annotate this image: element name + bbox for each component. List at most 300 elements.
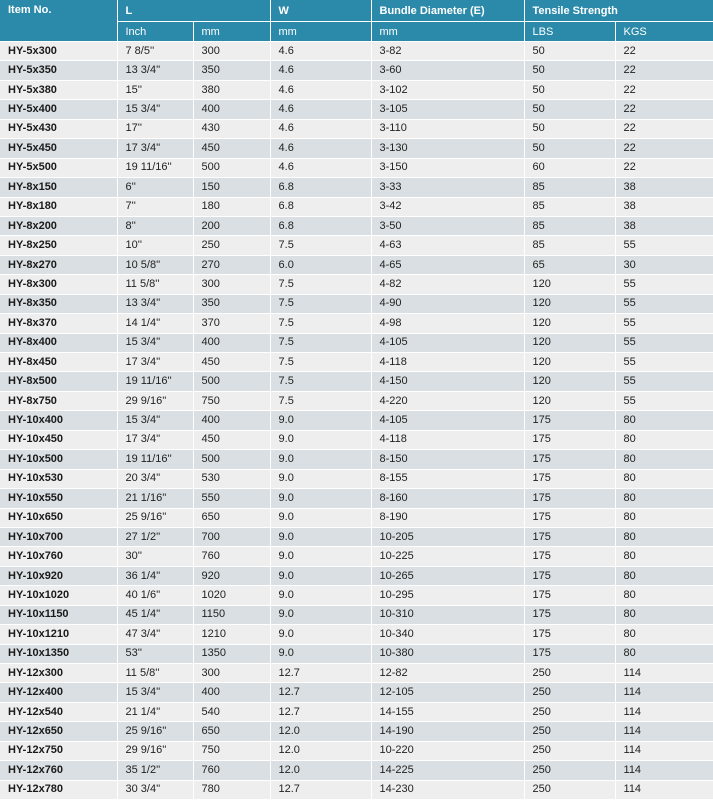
cell-length-mm: 300 — [193, 664, 270, 683]
cell-tensile-kgs: 80 — [615, 547, 713, 566]
cell-tensile-lbs: 175 — [524, 566, 615, 585]
cell-bundle-diameter: 4-98 — [371, 314, 524, 333]
cell-width-mm: 12.0 — [270, 741, 371, 760]
cell-length-inch: 17 3/4'' — [117, 139, 193, 158]
cell-length-inch: 40 1/6'' — [117, 586, 193, 605]
cell-item-no: HY-8x450 — [0, 353, 117, 372]
cell-width-mm: 4.6 — [270, 158, 371, 177]
table-row — [0, 411, 713, 430]
cell-tensile-lbs: 60 — [524, 158, 615, 177]
cell-item-no: HY-10x700 — [0, 527, 117, 546]
table-row — [0, 527, 713, 546]
table-row — [0, 702, 713, 721]
cell-length-inch: 11 5/8'' — [117, 664, 193, 683]
cell-item-no: HY-10x1150 — [0, 605, 117, 624]
cell-length-inch: 20 3/4'' — [117, 469, 193, 488]
cell-width-mm: 9.0 — [270, 469, 371, 488]
table-row — [0, 61, 713, 80]
cell-tensile-lbs: 50 — [524, 42, 615, 61]
cell-tensile-lbs: 250 — [524, 683, 615, 702]
cell-bundle-diameter: 3-82 — [371, 42, 524, 61]
cell-tensile-lbs: 250 — [524, 780, 615, 799]
cell-tensile-lbs: 250 — [524, 741, 615, 760]
cell-width-mm: 9.0 — [270, 644, 371, 663]
cell-tensile-kgs: 38 — [615, 197, 713, 216]
cell-tensile-lbs: 175 — [524, 605, 615, 624]
cell-width-mm: 9.0 — [270, 508, 371, 527]
cell-item-no: HY-5x500 — [0, 158, 117, 177]
cell-bundle-diameter: 3-42 — [371, 197, 524, 216]
table-row — [0, 353, 713, 372]
cell-tensile-kgs: 55 — [615, 372, 713, 391]
cell-length-mm: 450 — [193, 139, 270, 158]
cell-item-no: HY-5x400 — [0, 100, 117, 119]
cell-tensile-kgs: 22 — [615, 158, 713, 177]
cell-tensile-lbs: 175 — [524, 450, 615, 469]
cell-length-mm: 400 — [193, 683, 270, 702]
table-row — [0, 100, 713, 119]
cell-tensile-lbs: 175 — [524, 469, 615, 488]
cell-tensile-lbs: 175 — [524, 547, 615, 566]
cell-length-mm: 300 — [193, 275, 270, 294]
cell-item-no: HY-8x350 — [0, 294, 117, 313]
cell-tensile-lbs: 120 — [524, 314, 615, 333]
cell-item-no: HY-12x400 — [0, 683, 117, 702]
cell-length-mm: 650 — [193, 508, 270, 527]
cell-tensile-kgs: 30 — [615, 255, 713, 274]
cell-bundle-diameter: 4-105 — [371, 411, 524, 430]
header-row-main — [0, 0, 713, 22]
cell-tensile-kgs: 114 — [615, 761, 713, 780]
cell-width-mm: 9.0 — [270, 527, 371, 546]
cell-tensile-lbs: 120 — [524, 275, 615, 294]
cell-width-mm: 12.7 — [270, 683, 371, 702]
cell-tensile-lbs: 175 — [524, 489, 615, 508]
cell-length-inch: 25 9/16'' — [117, 508, 193, 527]
table-row — [0, 139, 713, 158]
cell-item-no: HY-8x750 — [0, 391, 117, 410]
cell-length-mm: 450 — [193, 430, 270, 449]
cell-bundle-diameter: 8-190 — [371, 508, 524, 527]
cell-length-mm: 530 — [193, 469, 270, 488]
cell-item-no: HY-10x1350 — [0, 644, 117, 663]
cell-length-inch: 29 9/16'' — [117, 741, 193, 760]
table-row — [0, 625, 713, 644]
cell-tensile-lbs: 250 — [524, 761, 615, 780]
table-row — [0, 664, 713, 683]
cell-length-inch: 17 3/4'' — [117, 353, 193, 372]
table-row — [0, 722, 713, 741]
cell-tensile-kgs: 55 — [615, 294, 713, 313]
cell-bundle-diameter: 14-225 — [371, 761, 524, 780]
cell-item-no: HY-8x270 — [0, 255, 117, 274]
cell-bundle-diameter: 10-205 — [371, 527, 524, 546]
cell-tensile-lbs: 175 — [524, 430, 615, 449]
cell-length-inch: 19 11/16'' — [117, 450, 193, 469]
table-header — [0, 0, 713, 42]
cell-length-mm: 750 — [193, 391, 270, 410]
table-row — [0, 158, 713, 177]
cell-length-inch: 15'' — [117, 80, 193, 99]
cell-bundle-diameter: 3-102 — [371, 80, 524, 99]
cell-width-mm: 12.0 — [270, 722, 371, 741]
cell-length-inch: 7 8/5'' — [117, 42, 193, 61]
cell-item-no: HY-10x400 — [0, 411, 117, 430]
cell-width-mm: 7.5 — [270, 236, 371, 255]
cell-length-inch: 15 3/4'' — [117, 100, 193, 119]
cell-length-mm: 1020 — [193, 586, 270, 605]
cell-tensile-kgs: 22 — [615, 100, 713, 119]
table-row — [0, 605, 713, 624]
cell-bundle-diameter: 4-63 — [371, 236, 524, 255]
cell-tensile-lbs: 120 — [524, 391, 615, 410]
cell-item-no: HY-8x200 — [0, 216, 117, 235]
table-row — [0, 255, 713, 274]
cell-width-mm: 4.6 — [270, 119, 371, 138]
cell-length-mm: 270 — [193, 255, 270, 274]
unit-length-inch: Inch — [117, 22, 193, 42]
cell-bundle-diameter: 14-155 — [371, 702, 524, 721]
table-row — [0, 372, 713, 391]
cell-tensile-kgs: 22 — [615, 42, 713, 61]
unit-tensile-kgs: KGS — [615, 22, 713, 42]
cell-tensile-kgs: 114 — [615, 780, 713, 799]
table-row — [0, 644, 713, 663]
table-row — [0, 469, 713, 488]
table-row — [0, 547, 713, 566]
cell-length-inch: 29 9/16'' — [117, 391, 193, 410]
cell-length-mm: 400 — [193, 333, 270, 352]
cell-length-inch: 11 5/8'' — [117, 275, 193, 294]
cell-width-mm: 7.5 — [270, 333, 371, 352]
table-row — [0, 450, 713, 469]
cell-tensile-kgs: 80 — [615, 644, 713, 663]
cell-width-mm: 9.0 — [270, 489, 371, 508]
cell-tensile-kgs: 22 — [615, 80, 713, 99]
cell-tensile-kgs: 114 — [615, 683, 713, 702]
cell-width-mm: 9.0 — [270, 586, 371, 605]
cell-item-no: HY-10x650 — [0, 508, 117, 527]
cell-length-mm: 450 — [193, 353, 270, 372]
header-length: L — [117, 0, 270, 22]
unit-length-mm: mm — [193, 22, 270, 42]
cell-tensile-kgs: 114 — [615, 664, 713, 683]
cell-item-no: HY-12x540 — [0, 702, 117, 721]
cell-bundle-diameter: 10-220 — [371, 741, 524, 760]
cell-length-mm: 250 — [193, 236, 270, 255]
cell-bundle-diameter: 10-225 — [371, 547, 524, 566]
cell-length-mm: 1210 — [193, 625, 270, 644]
table-body — [0, 42, 713, 800]
cell-width-mm: 4.6 — [270, 61, 371, 80]
cell-width-mm: 9.0 — [270, 411, 371, 430]
cell-length-inch: 30 3/4'' — [117, 780, 193, 799]
cell-item-no: HY-10x500 — [0, 450, 117, 469]
cell-width-mm: 6.0 — [270, 255, 371, 274]
table-row — [0, 294, 713, 313]
cell-tensile-lbs: 175 — [524, 527, 615, 546]
cell-length-mm: 500 — [193, 158, 270, 177]
table-row — [0, 42, 713, 61]
cell-width-mm: 12.0 — [270, 761, 371, 780]
header-width: W — [270, 0, 371, 22]
cell-bundle-diameter: 3-33 — [371, 178, 524, 197]
cell-length-inch: 47 3/4'' — [117, 625, 193, 644]
cell-width-mm: 12.7 — [270, 780, 371, 799]
cell-tensile-lbs: 50 — [524, 119, 615, 138]
cell-tensile-lbs: 175 — [524, 644, 615, 663]
cell-tensile-kgs: 80 — [615, 489, 713, 508]
table-row — [0, 119, 713, 138]
cell-tensile-lbs: 50 — [524, 80, 615, 99]
cell-length-inch: 10'' — [117, 236, 193, 255]
table-row — [0, 80, 713, 99]
cell-bundle-diameter: 3-150 — [371, 158, 524, 177]
table-row — [0, 586, 713, 605]
cell-bundle-diameter: 10-380 — [371, 644, 524, 663]
cell-length-mm: 380 — [193, 80, 270, 99]
cell-length-inch: 25 9/16'' — [117, 722, 193, 741]
cell-length-mm: 650 — [193, 722, 270, 741]
cell-item-no: HY-12x300 — [0, 664, 117, 683]
cell-item-no: HY-5x450 — [0, 139, 117, 158]
cell-width-mm: 9.0 — [270, 625, 371, 644]
cell-item-no: HY-8x250 — [0, 236, 117, 255]
cell-bundle-diameter: 10-265 — [371, 566, 524, 585]
table-row — [0, 333, 713, 352]
cell-length-inch: 45 1/4'' — [117, 605, 193, 624]
cell-bundle-diameter: 4-118 — [371, 430, 524, 449]
cell-bundle-diameter: 3-105 — [371, 100, 524, 119]
cell-length-inch: 14 1/4'' — [117, 314, 193, 333]
cell-tensile-kgs: 80 — [615, 586, 713, 605]
cell-tensile-lbs: 250 — [524, 664, 615, 683]
table-row — [0, 216, 713, 235]
cell-width-mm: 4.6 — [270, 100, 371, 119]
cell-tensile-lbs: 120 — [524, 294, 615, 313]
cell-length-mm: 370 — [193, 314, 270, 333]
table-row — [0, 761, 713, 780]
cell-tensile-lbs: 120 — [524, 353, 615, 372]
cell-length-mm: 760 — [193, 547, 270, 566]
cell-bundle-diameter: 8-150 — [371, 450, 524, 469]
cell-width-mm: 12.7 — [270, 702, 371, 721]
cell-length-mm: 760 — [193, 761, 270, 780]
cell-tensile-lbs: 175 — [524, 586, 615, 605]
cell-length-inch: 19 11/16'' — [117, 158, 193, 177]
cell-width-mm: 6.8 — [270, 216, 371, 235]
cell-width-mm: 9.0 — [270, 430, 371, 449]
table-row — [0, 236, 713, 255]
cell-length-inch: 17'' — [117, 119, 193, 138]
table-row — [0, 489, 713, 508]
cell-tensile-lbs: 85 — [524, 216, 615, 235]
cell-tensile-lbs: 250 — [524, 722, 615, 741]
unit-bundle-mm: mm — [371, 22, 524, 42]
cell-length-inch: 21 1/16'' — [117, 489, 193, 508]
cell-length-inch: 8'' — [117, 216, 193, 235]
cell-item-no: HY-5x350 — [0, 61, 117, 80]
cell-tensile-kgs: 55 — [615, 353, 713, 372]
cell-tensile-kgs: 80 — [615, 625, 713, 644]
table-row — [0, 197, 713, 216]
cell-length-mm: 300 — [193, 42, 270, 61]
cell-bundle-diameter: 4-82 — [371, 275, 524, 294]
cell-length-mm: 180 — [193, 197, 270, 216]
cell-item-no: HY-8x500 — [0, 372, 117, 391]
cell-length-inch: 30'' — [117, 547, 193, 566]
cell-item-no: HY-5x380 — [0, 80, 117, 99]
table-row — [0, 178, 713, 197]
cell-length-mm: 430 — [193, 119, 270, 138]
cell-tensile-kgs: 55 — [615, 275, 713, 294]
cell-length-inch: 13 3/4'' — [117, 61, 193, 80]
cell-bundle-diameter: 4-65 — [371, 255, 524, 274]
cell-bundle-diameter: 14-230 — [371, 780, 524, 799]
cell-width-mm: 4.6 — [270, 42, 371, 61]
cell-width-mm: 9.0 — [270, 566, 371, 585]
cell-tensile-lbs: 65 — [524, 255, 615, 274]
cell-bundle-diameter: 3-130 — [371, 139, 524, 158]
cell-width-mm: 12.7 — [270, 664, 371, 683]
cell-tensile-kgs: 55 — [615, 333, 713, 352]
cell-tensile-kgs: 80 — [615, 566, 713, 585]
cell-tensile-kgs: 38 — [615, 216, 713, 235]
cell-length-mm: 750 — [193, 741, 270, 760]
cell-item-no: HY-8x150 — [0, 178, 117, 197]
table-row — [0, 683, 713, 702]
cell-item-no: HY-8x370 — [0, 314, 117, 333]
cell-tensile-kgs: 38 — [615, 178, 713, 197]
cell-length-mm: 150 — [193, 178, 270, 197]
cell-tensile-lbs: 250 — [524, 702, 615, 721]
cell-item-no: HY-5x430 — [0, 119, 117, 138]
cell-item-no: HY-12x780 — [0, 780, 117, 799]
cell-length-inch: 7'' — [117, 197, 193, 216]
header-tensile-strength: Tensile Strength — [524, 0, 713, 22]
cell-bundle-diameter: 10-295 — [371, 586, 524, 605]
cell-length-mm: 1150 — [193, 605, 270, 624]
cell-item-no: HY-12x750 — [0, 741, 117, 760]
cell-length-mm: 500 — [193, 372, 270, 391]
unit-tensile-lbs: LBS — [524, 22, 615, 42]
table-row — [0, 314, 713, 333]
table-row — [0, 275, 713, 294]
cell-bundle-diameter: 4-118 — [371, 353, 524, 372]
cell-width-mm: 7.5 — [270, 314, 371, 333]
cell-tensile-kgs: 55 — [615, 391, 713, 410]
cell-bundle-diameter: 4-90 — [371, 294, 524, 313]
cell-bundle-diameter: 12-82 — [371, 664, 524, 683]
cell-length-mm: 780 — [193, 780, 270, 799]
cell-width-mm: 7.5 — [270, 275, 371, 294]
cell-tensile-lbs: 175 — [524, 508, 615, 527]
cell-item-no: HY-10x760 — [0, 547, 117, 566]
cell-item-no: HY-5x300 — [0, 42, 117, 61]
header-item-no: Item No. — [0, 0, 117, 42]
cell-tensile-kgs: 80 — [615, 605, 713, 624]
cell-width-mm: 9.0 — [270, 547, 371, 566]
cell-length-inch: 15 3/4'' — [117, 333, 193, 352]
cell-length-mm: 550 — [193, 489, 270, 508]
cell-tensile-lbs: 175 — [524, 625, 615, 644]
cell-item-no: HY-10x530 — [0, 469, 117, 488]
cell-item-no: HY-12x650 — [0, 722, 117, 741]
cell-tensile-kgs: 80 — [615, 508, 713, 527]
cell-tensile-kgs: 55 — [615, 236, 713, 255]
cell-bundle-diameter: 3-110 — [371, 119, 524, 138]
table-row — [0, 508, 713, 527]
cell-width-mm: 7.5 — [270, 353, 371, 372]
cell-item-no: HY-10x1020 — [0, 586, 117, 605]
cell-length-inch: 15 3/4'' — [117, 683, 193, 702]
cell-item-no: HY-10x1210 — [0, 625, 117, 644]
cell-length-mm: 700 — [193, 527, 270, 546]
cell-tensile-kgs: 55 — [615, 314, 713, 333]
cell-length-mm: 400 — [193, 411, 270, 430]
cell-tensile-kgs: 80 — [615, 527, 713, 546]
cell-bundle-diameter: 14-190 — [371, 722, 524, 741]
cell-bundle-diameter: 4-105 — [371, 333, 524, 352]
cell-tensile-lbs: 50 — [524, 139, 615, 158]
cell-tensile-kgs: 22 — [615, 119, 713, 138]
cell-width-mm: 4.6 — [270, 80, 371, 99]
table-row — [0, 391, 713, 410]
cell-width-mm: 6.8 — [270, 197, 371, 216]
cell-length-mm: 920 — [193, 566, 270, 585]
cell-tensile-lbs: 85 — [524, 236, 615, 255]
cell-width-mm: 4.6 — [270, 139, 371, 158]
table-row — [0, 780, 713, 799]
cell-item-no: HY-8x300 — [0, 275, 117, 294]
cell-item-no: HY-12x760 — [0, 761, 117, 780]
cell-length-inch: 19 11/16'' — [117, 372, 193, 391]
cell-tensile-kgs: 114 — [615, 702, 713, 721]
cell-width-mm: 9.0 — [270, 605, 371, 624]
header-bundle-diameter: Bundle Diameter (E) — [371, 0, 524, 22]
cell-tensile-kgs: 80 — [615, 411, 713, 430]
table-row — [0, 430, 713, 449]
cell-tensile-lbs: 50 — [524, 61, 615, 80]
cell-bundle-diameter: 12-105 — [371, 683, 524, 702]
cell-length-mm: 400 — [193, 100, 270, 119]
cell-bundle-diameter: 3-60 — [371, 61, 524, 80]
cell-length-inch: 36 1/4'' — [117, 566, 193, 585]
cell-length-inch: 10 5/8'' — [117, 255, 193, 274]
cell-width-mm: 9.0 — [270, 450, 371, 469]
cell-tensile-kgs: 22 — [615, 61, 713, 80]
cell-tensile-lbs: 120 — [524, 372, 615, 391]
cell-length-mm: 1350 — [193, 644, 270, 663]
cell-tensile-lbs: 85 — [524, 178, 615, 197]
cell-length-inch: 53'' — [117, 644, 193, 663]
cell-length-mm: 500 — [193, 450, 270, 469]
cell-tensile-kgs: 114 — [615, 722, 713, 741]
cell-length-inch: 17 3/4'' — [117, 430, 193, 449]
cell-length-inch: 27 1/2'' — [117, 527, 193, 546]
cell-tensile-kgs: 80 — [615, 430, 713, 449]
cell-bundle-diameter: 10-310 — [371, 605, 524, 624]
table-row — [0, 741, 713, 760]
cell-tensile-kgs: 114 — [615, 741, 713, 760]
cell-width-mm: 7.5 — [270, 391, 371, 410]
cell-length-mm: 200 — [193, 216, 270, 235]
cell-length-inch: 15 3/4'' — [117, 411, 193, 430]
cell-length-mm: 350 — [193, 294, 270, 313]
cell-item-no: HY-8x180 — [0, 197, 117, 216]
cell-bundle-diameter: 3-50 — [371, 216, 524, 235]
cell-length-inch: 35 1/2'' — [117, 761, 193, 780]
